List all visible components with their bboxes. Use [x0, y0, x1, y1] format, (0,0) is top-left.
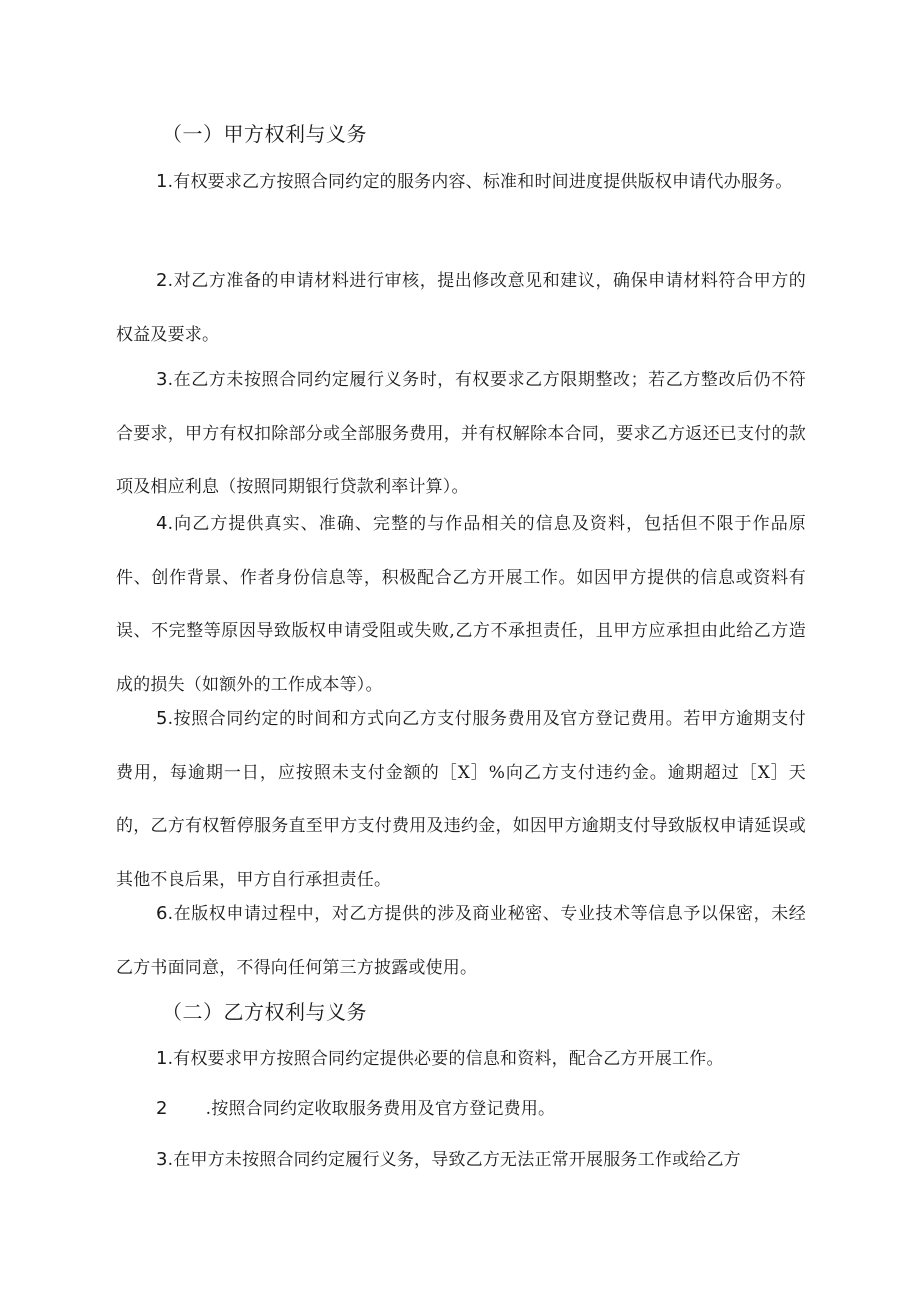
section-a-item-4 — [116, 497, 806, 712]
item-text: .向乙方提供真实、准确、完整的与作品相关的信息及资料，包括但不限于作品原件、创作背景、作者身份信息等，积极配合乙方开展工作。如因甲方提供的信息或资料有误、不完整等原因导致版权申请受阻或失败,乙方不承担责任，且甲方应承担由此给乙方造成的损失（如额外的工作成本等）。 — [116, 514, 806, 695]
item-number: 5 — [156, 708, 168, 729]
section-b-heading: （二）乙方权利与义务 — [162, 1000, 367, 1024]
item-number: 2 — [156, 270, 168, 291]
item-number: 6 — [156, 903, 168, 924]
item-number: 2 — [156, 1098, 168, 1119]
item-text: .有权要求甲方按照合同约定提供必要的信息和资料，配合乙方开展工作。 — [167, 1049, 724, 1069]
item-number: 4 — [156, 513, 168, 534]
section-a-item-5 — [116, 692, 806, 907]
section-a-item-2 — [116, 254, 806, 362]
item-text: .对乙方准备的申请材料进行审核，提出修改意见和建议，确保申请材料符合甲方的权益及要求。 — [116, 271, 806, 345]
item-text: .在甲方未按照合同约定履行义务，导致乙方无法正常开展服务工作或给乙方 — [167, 1150, 741, 1170]
item-text: .在版权申请过程中，对乙方提供的涉及商业秘密、专业技术等信息予以保密，未经乙方书面同意，不得向任何第三方披露或使用。 — [116, 904, 806, 978]
section-a-item-6 — [116, 887, 806, 995]
section-b-item-2 — [116, 1082, 806, 1137]
item-text: .在乙方未按照合同约定履行义务时，有权要求乙方限期整改；若乙方整改后仍不符合要求，甲方有权扣除部分或全部服务费用，并有权解除本合同，要求乙方返还已支付的款项及相应利息（按照同期银行贷款利率计算）。 — [116, 370, 806, 497]
section-b-item-3 — [116, 1133, 806, 1188]
section-a-heading: （一）甲方权利与义务 — [162, 122, 367, 146]
item-text: .按照合同约定的时间和方式向乙方支付服务费用及官方登记费用。若甲方逾期支付费用，每逾期一日，应按照未支付金额的［X］%向乙方支付违约金。逾期超过［X］天的，乙方有权暂停服务直至甲方支付费用及违约金，如因甲方逾期支付导致版权申请延误或其他不良后果，甲方自行承担责任。 — [116, 709, 806, 890]
item-number: 1 — [156, 171, 168, 192]
item-text: .有权要求乙方按照合同约定的服务内容、标准和时间进度提供版权申请代办服务。 — [167, 172, 793, 192]
section-a-item-3 — [116, 353, 806, 515]
section-b-item-1 — [116, 1032, 806, 1087]
item-number: 3 — [156, 1149, 168, 1170]
item-number: 3 — [156, 369, 168, 390]
section-a-item-1 — [116, 155, 806, 210]
item-text: .按照合同约定收取服务费用及官方登记费用。 — [205, 1099, 556, 1119]
item-number: 1 — [156, 1048, 168, 1069]
